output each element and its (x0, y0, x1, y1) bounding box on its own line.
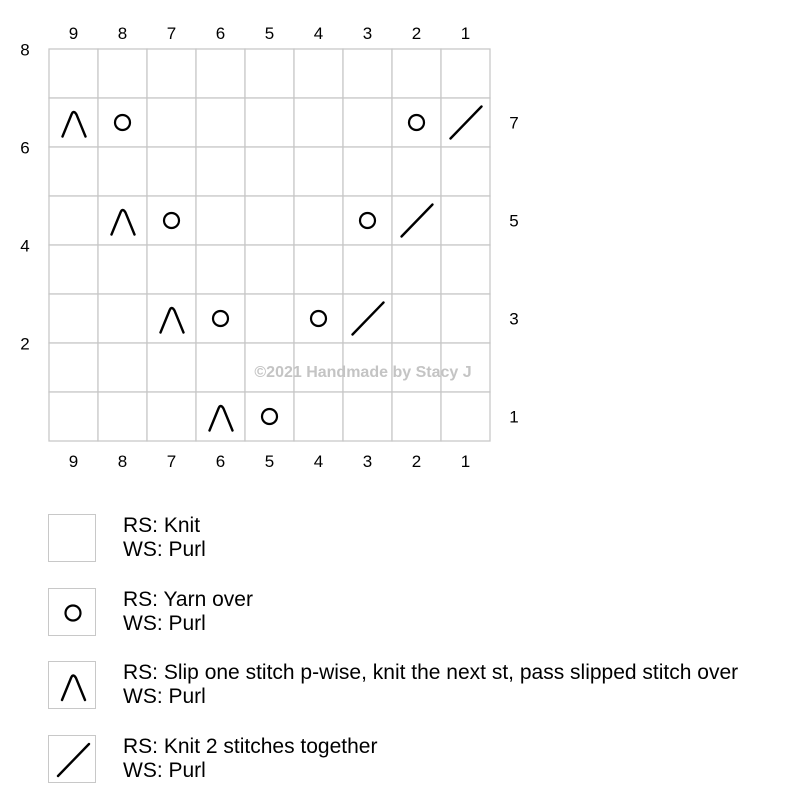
row-number-right: 1 (509, 407, 519, 427)
grid-cell (343, 98, 392, 147)
grid-cell (196, 294, 245, 343)
column-number-top: 9 (68, 24, 79, 43)
grid-cell (392, 245, 441, 294)
column-number-top: 1 (460, 24, 471, 43)
grid-cell (245, 196, 294, 245)
legend-rs-text: RS: Slip one stitch p-wise, knit the next st, pass slipped stitch over (123, 661, 739, 684)
grid-cell (343, 245, 392, 294)
grid-cell (392, 49, 441, 98)
column-number-bottom: 7 (166, 452, 177, 471)
column-number-bottom: 1 (460, 452, 471, 471)
grid-cell (49, 343, 98, 392)
row-number-left: 2 (20, 334, 30, 354)
grid-cell (147, 98, 196, 147)
column-number-top: 3 (362, 24, 373, 43)
grid-cell (196, 49, 245, 98)
grid-cell (98, 245, 147, 294)
grid-cell (147, 343, 196, 392)
grid-cell (49, 294, 98, 343)
grid-cell (343, 49, 392, 98)
grid-cell (147, 245, 196, 294)
column-number-top: 2 (411, 24, 422, 43)
grid-cell (98, 294, 147, 343)
grid-cell (98, 392, 147, 441)
grid-cell (147, 392, 196, 441)
ssk-icon (49, 662, 97, 710)
column-number-bottom: 8 (117, 452, 128, 471)
legend-swatch (48, 661, 96, 709)
grid-cell (49, 392, 98, 441)
grid-cell (294, 147, 343, 196)
column-number-top: 6 (215, 24, 226, 43)
grid-cell (98, 343, 147, 392)
grid-cell (441, 49, 490, 98)
grid-cell (147, 196, 196, 245)
grid-cell (49, 196, 98, 245)
column-number-top: 7 (166, 24, 177, 43)
legend-ws-text: WS: Purl (123, 538, 206, 561)
grid-cell (294, 98, 343, 147)
legend-ws-text: WS: Purl (123, 759, 206, 782)
blank-square-icon (48, 514, 96, 562)
legend-rs-text: RS: Yarn over (123, 588, 253, 611)
grid-cell (294, 294, 343, 343)
grid-cell (196, 98, 245, 147)
legend-item-k2tog (48, 735, 800, 785)
legend-rs-text: RS: Knit 2 stitches together (123, 735, 378, 758)
grid-cell (49, 98, 98, 147)
row-number-left: 6 (20, 138, 30, 158)
column-number-bottom: 5 (264, 452, 275, 471)
legend-item-yarn-over (48, 588, 800, 638)
grid-cell (147, 147, 196, 196)
row-number-right: 7 (509, 113, 519, 133)
grid-cell (392, 294, 441, 343)
grid-cell (196, 196, 245, 245)
grid-cell (294, 245, 343, 294)
grid-cell (343, 147, 392, 196)
grid-cell (441, 147, 490, 196)
grid-cell (196, 392, 245, 441)
column-number-bottom: 6 (215, 452, 226, 471)
legend-ws-text: WS: Purl (123, 685, 206, 708)
column-number-bottom: 9 (68, 452, 79, 471)
row-number-left: 4 (20, 236, 30, 256)
grid-cell (245, 294, 294, 343)
grid-cell (98, 147, 147, 196)
row-number-right: 5 (509, 211, 519, 231)
grid-cell (98, 49, 147, 98)
legend-swatch (48, 735, 96, 783)
legend-item-ssk (48, 661, 800, 711)
grid-cell (196, 343, 245, 392)
k2tog-icon (49, 736, 97, 784)
grid-cell (98, 98, 147, 147)
grid-cell (392, 98, 441, 147)
grid-cell (49, 49, 98, 98)
grid-cell (392, 392, 441, 441)
legend-rs-text: RS: Knit (123, 514, 201, 537)
grid-cell (245, 49, 294, 98)
row-number-left: 8 (20, 40, 30, 60)
grid-cell (49, 245, 98, 294)
legend-item-knit (48, 514, 800, 564)
grid-cell (245, 245, 294, 294)
grid-cell (245, 392, 294, 441)
grid-cell (245, 98, 294, 147)
grid-cell (49, 147, 98, 196)
grid-cell (392, 147, 441, 196)
grid-cell (294, 49, 343, 98)
grid-cell (147, 49, 196, 98)
grid-cell (245, 147, 294, 196)
grid-cell (441, 392, 490, 441)
grid-cell (196, 147, 245, 196)
grid-cell (147, 294, 196, 343)
grid-cell (343, 196, 392, 245)
column-number-top: 8 (117, 24, 128, 43)
grid-cell (441, 294, 490, 343)
column-number-bottom: 2 (411, 452, 422, 471)
column-number-top: 4 (313, 24, 324, 43)
legend-swatch (48, 588, 96, 636)
grid-cell (294, 392, 343, 441)
grid-cell (196, 245, 245, 294)
column-number-bottom: 3 (362, 452, 373, 471)
row-number-right: 3 (509, 309, 519, 329)
yarn-over-icon (49, 589, 97, 637)
column-number-bottom: 4 (313, 452, 324, 471)
watermark: ©2021 Handmade by Stacy J (254, 364, 472, 381)
grid-cell (441, 245, 490, 294)
legend-ws-text: WS: Purl (123, 612, 206, 635)
column-number-top: 5 (264, 24, 275, 43)
grid-cell (441, 196, 490, 245)
grid-cell (294, 196, 343, 245)
grid-cell (98, 196, 147, 245)
grid-cell (343, 392, 392, 441)
